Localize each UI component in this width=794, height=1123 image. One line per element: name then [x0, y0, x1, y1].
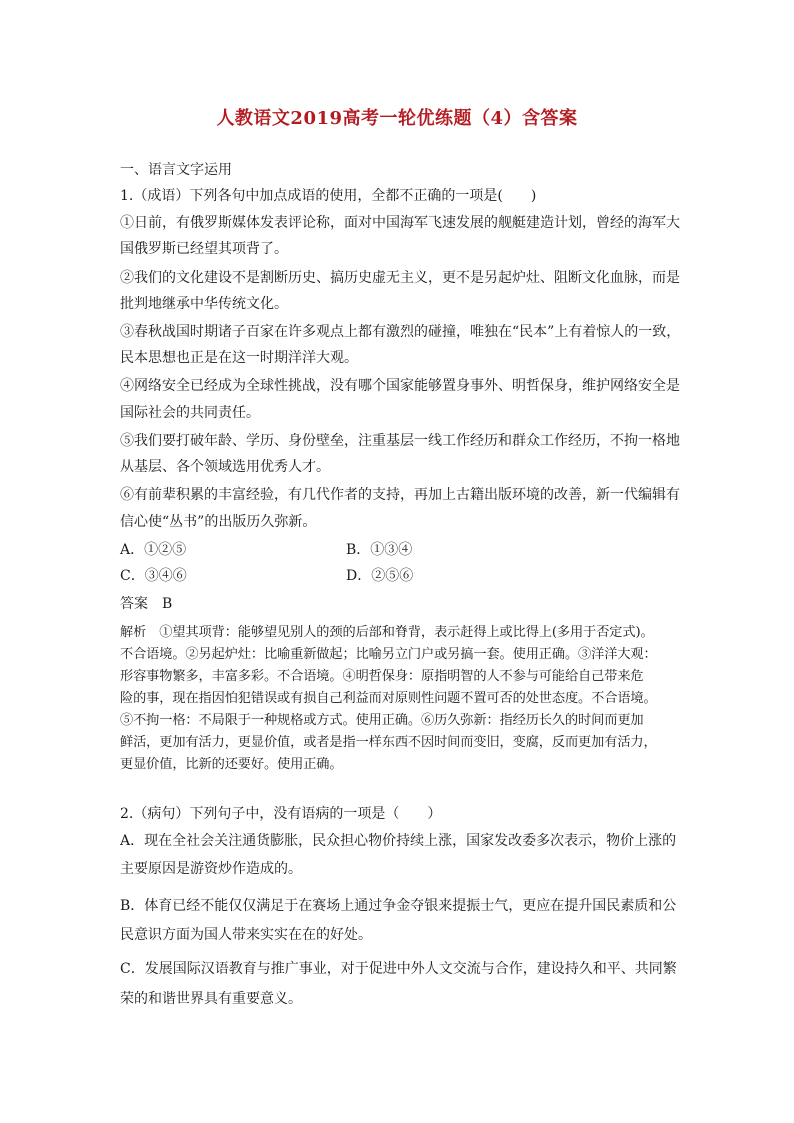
- q1-sentence-line: ⑥有前辈积累的丰富经验，有几代作者的支持，再加上古籍出版环境的改善，新一代编辑有: [120, 487, 680, 503]
- q1-sentence-line: ④网络安全已经成为全球性挑战，没有哪个国家能够置身事外、明哲保身，维护网络安全是: [120, 378, 680, 394]
- q2-option-line: 主要原因是游资炒作造成的。: [120, 861, 302, 877]
- q1-sentence-line: ⑤我们要打破年龄、学历、身份壁垒，注重基层一线工作经历和群众工作经历，不拘一格地: [120, 433, 680, 449]
- q1-sentence-line: 国俄罗斯已经望其项背了。: [120, 241, 288, 257]
- q1-analysis-line: 形容事物繁多，丰富多彩。不合语境。④明哲保身：原指明智的人不参与可能给自己带来危: [120, 669, 644, 684]
- q1-option-d: D．②⑤⑥: [346, 568, 414, 584]
- q1-analysis-line: 更显价值，比新的还要好。使用正确。: [120, 757, 343, 772]
- q1-analysis-line: 解析 ①望其项背：能够望见别人的颈的后部和脊背，表示赶得上或比得上(多用于否定式)。: [120, 625, 654, 640]
- q2-option-line: C．发展国际汉语教育与推广事业，对于促进中外人文交流与合作，建设持久和平、共同繁: [120, 961, 677, 977]
- q1-sentence-line: 民本思想也正是在这一时期洋洋大观。: [120, 350, 358, 366]
- q1-analysis-line: ⑤不拘一格：不局限于一种规格或方式。使用正确。⑥历久弥新：指经历长久的时间而更加: [120, 713, 644, 728]
- q2-option-line: 荣的和谐世界具有重要意义。: [120, 991, 302, 1007]
- question-2-stem: 2.（病句）下列句子中，没有语病的一项是（ ）: [120, 806, 442, 822]
- q2-option-line: A．现在全社会关注通货膨胀，民众担心物价持续上涨，国家发改委多次表示，物价上涨的: [120, 833, 677, 849]
- q1-option-b: B．①③④: [346, 542, 413, 558]
- q1-analysis-line: 险的事，现在指因怕犯错误或有损自己利益而对原则性问题不置可否的处世态度。不合语境。: [120, 691, 657, 706]
- q1-answer: 答案 B: [120, 596, 173, 612]
- q1-sentence-line: ②我们的文化建设不是割断历史、搞历史虚无主义，更不是另起炉灶、阻断文化血脉，而是: [120, 270, 680, 286]
- q2-option-line: 民意识方面为国人带来实实在在的好处。: [120, 927, 372, 943]
- q1-option-c: C．③④⑥: [120, 568, 187, 584]
- question-1-stem: 1.（成语）下列各句中加点成语的使用，全都不正确的一项是( ): [120, 188, 537, 204]
- q1-sentence-line: 信心使“丛书”的出版历久弥新。: [120, 514, 317, 530]
- q1-sentence-line: 从基层、各个领域选用优秀人才。: [120, 459, 330, 475]
- section-heading: 一、语言文字运用: [120, 162, 232, 178]
- q1-sentence-line: 国际社会的共同责任。: [120, 405, 260, 421]
- q2-option-line: B．体育已经不能仅仅满足于在赛场上通过争金夺银来提振士气，更应在提升国民素质和公: [120, 898, 677, 914]
- q1-sentence-line: ①日前，有俄罗斯媒体发表评论称，面对中国海军飞速发展的舰艇建造计划，曾经的海军大: [120, 215, 680, 231]
- q1-analysis-line: 鲜活，更加有活力，更显价值，或者是指一样东西不因时间而变旧，变腐，反而更加有活力，: [120, 735, 657, 750]
- document-title: 人教语文2019高考一轮优练题（4）含答案: [216, 108, 578, 129]
- q1-sentence-line: ③春秋战国时期诸子百家在许多观点上都有激烈的碰撞，唯独在“民本”上有着惊人的一致，: [120, 324, 681, 340]
- q1-analysis-line: 不合语境。②另起炉灶：比喻重新做起；比喻另立门户或另搞一套。使用正确。③洋洋大观：: [120, 647, 657, 662]
- q1-sentence-line: 批判地继承中华传统文化。: [120, 296, 288, 312]
- q1-option-a: A．①②⑤: [120, 542, 187, 558]
